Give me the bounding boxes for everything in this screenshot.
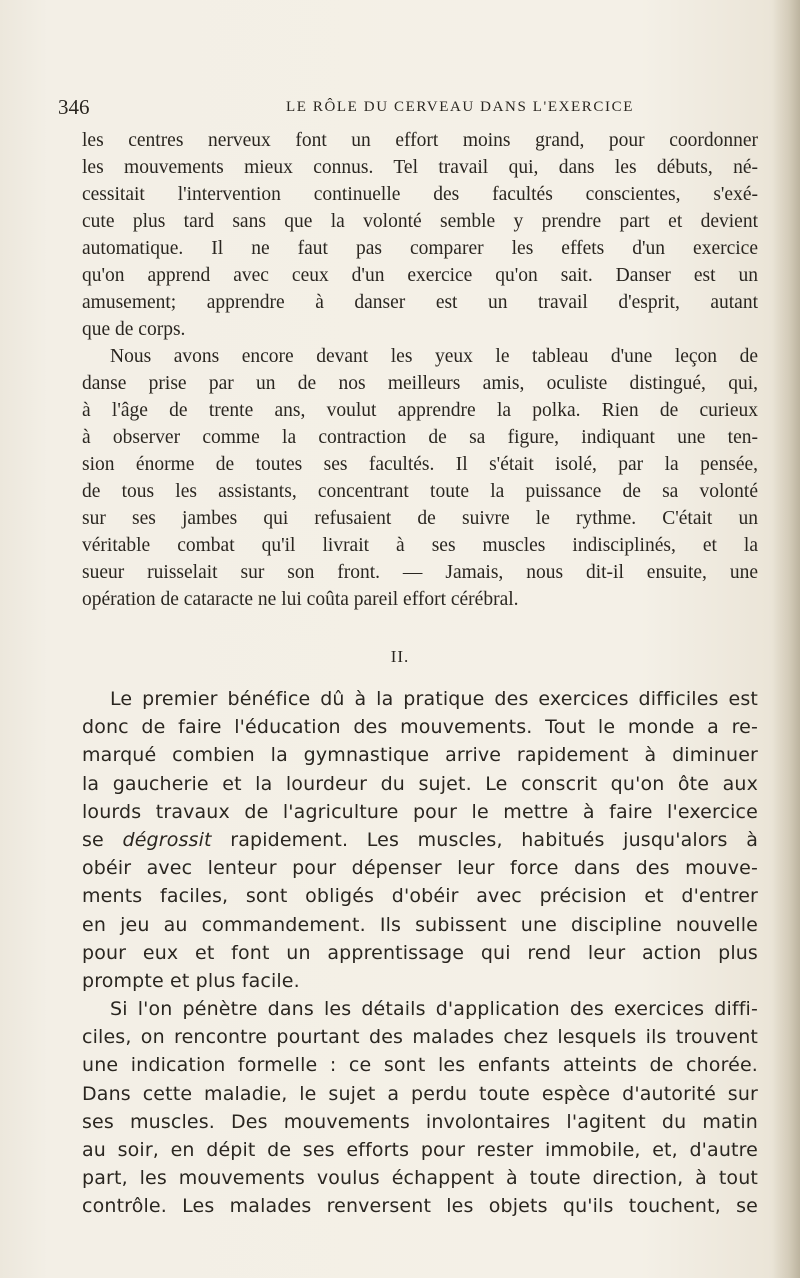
text-line: part, les mouvements voulus échappent à toute direction, à tout: [82, 1167, 758, 1190]
text-line: Le premier bénéfice dû à la pratique des exercices difficiles est: [110, 688, 758, 710]
text-line: en jeu au commandement. Ils subissent une discipline nouvelle: [82, 913, 758, 936]
text-line: automatique. Il ne faut pas comparer les effets d'un exercice: [82, 238, 758, 259]
page-header: [58, 95, 758, 125]
text-span: se: [82, 828, 104, 851]
text-line: les mouvements mieux connus. Tel travail qui, dans les débuts, né-: [82, 157, 758, 178]
text-line-mixed: [82, 826, 758, 854]
text-line: contrôle. Les malades renversent les objets qu'ils touchent, se: [82, 1195, 758, 1218]
text-line: à observer comme la contraction de sa figure, indiquant une ten-: [82, 427, 758, 448]
page-edge-shadow: [772, 0, 800, 1278]
text-line: ments faciles, sont obligés d'obéir avec précision et d'entrer: [82, 885, 758, 908]
text-line: danse prise par un de nos meilleurs amis, oculiste distingué, qui,: [82, 373, 758, 394]
text-line: opération de cataracte ne lui coûta pareil effort cérébral.: [82, 589, 519, 610]
text-line: marqué combien la gymnastique arrive rapidement à diminuer: [82, 744, 758, 767]
text-line: lourds travaux de l'agriculture pour le mettre à faire l'exercice: [82, 800, 758, 823]
running-head: LE RÔLE DU CERVEAU DANS L'EXERCICE: [286, 99, 634, 115]
text-line: Nous avons encore devant les yeux le tableau d'une leçon de: [110, 346, 758, 367]
text-line: à l'âge de trente ans, voulut apprendre la polka. Rien de curieux: [82, 400, 758, 421]
page-number: 346: [58, 95, 90, 119]
text-line: la gaucherie et la lourdeur du sujet. Le conscrit qu'on ôte aux: [82, 772, 758, 795]
text-line: que de corps.: [82, 319, 186, 340]
text-line: Si l'on pénètre dans les détails d'application des exercices diffi-: [110, 998, 758, 1021]
text-line: obéir avec lenteur pour dépenser leur force dans des mouve-: [82, 857, 758, 880]
text-line: qu'on apprend avec ceux d'un exercice qu'on sait. Danser est un: [82, 265, 758, 286]
text-line: sion énorme de toutes ses facultés. Il s'était isolé, par la pensée,: [82, 454, 758, 475]
text-line: donc de faire l'éducation des mouvements. Tout le monde a re-: [82, 716, 758, 739]
text-line: véritable combat qu'il livrait à ses muscles indisciplinés, et la: [82, 535, 758, 556]
text-span: rapidement. Les muscles, habitués jusqu'alors à: [230, 828, 758, 851]
text-line: Dans cette maladie, le sujet a perdu toute espèce d'autorité sur: [82, 1082, 758, 1105]
text-line: cute plus tard sans que la volonté semble y prendre part et devient: [82, 211, 758, 232]
paragraph-block-2: [82, 685, 758, 1221]
text-line: ses muscles. Des mouvements involontaires l'agitent du matin: [82, 1110, 758, 1133]
italic-term: dégrossit: [122, 828, 212, 851]
text-line: prompte et plus facile.: [82, 969, 300, 992]
text-line: pour eux et font un apprentissage qui rend leur action plus: [82, 941, 758, 964]
text-line: les centres nerveux font un effort moins grand, pour coordonner: [82, 130, 758, 151]
text-line: de tous les assistants, concentrant toute la puissance de sa volonté: [82, 481, 758, 502]
text-line: cessitait l'intervention continuelle des facultés conscientes, s'exé-: [82, 184, 758, 205]
text-line: ciles, on rencontre pourtant des malades chez lesquels ils trouvent: [82, 1026, 758, 1049]
section-heading: II.: [390, 647, 410, 666]
text-line: amusement; apprendre à danser est un travail d'esprit, autant: [82, 292, 758, 313]
text-line: sur ses jambes qui refusaient de suivre le rythme. C'était un: [82, 508, 758, 529]
paragraph-block-1: [82, 127, 758, 613]
text-line: sueur ruisselait sur son front. — Jamais, nous dit-il ensuite, une: [82, 562, 758, 583]
text-line: une indication formelle : ce sont les enfants atteints de chorée.: [82, 1054, 758, 1077]
text-line: au soir, en dépit de ses efforts pour rester immobile, et, d'autre: [82, 1139, 758, 1161]
